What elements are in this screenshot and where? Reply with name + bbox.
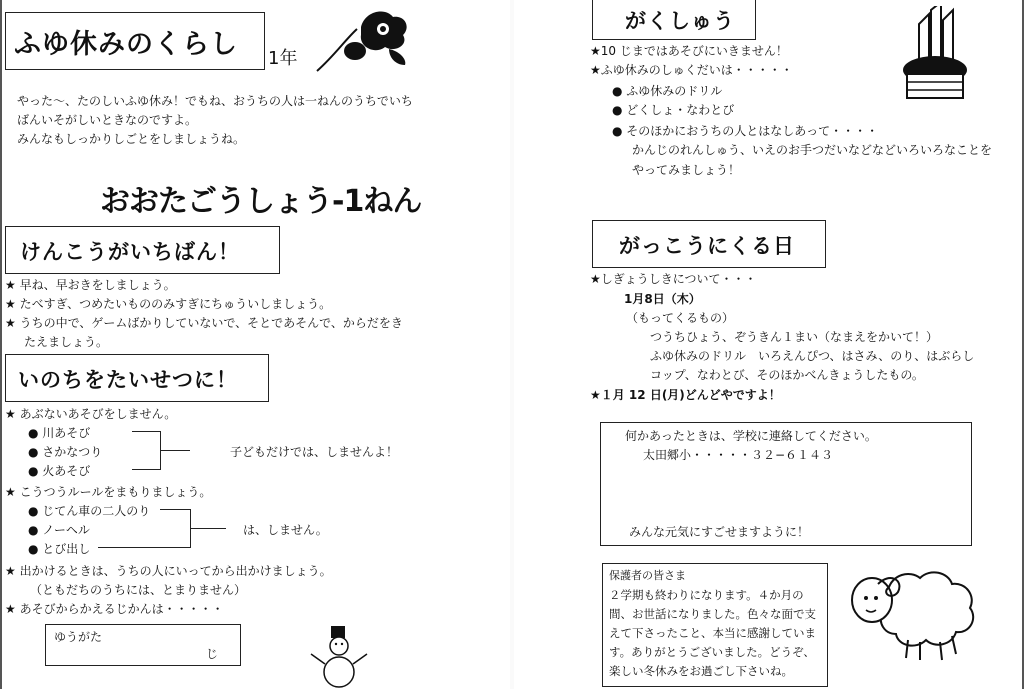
contact-box: [600, 422, 972, 546]
school-day-item-1: ★しぎょうしきについて・・・: [590, 272, 757, 286]
school-heading: おおたごうしょう-1ねん: [100, 184, 422, 219]
health-item-2: ★ たべすぎ、つめたいもののみすぎにちゅういしましょう。: [5, 297, 332, 311]
right-page: [512, 0, 1024, 689]
page-title: ふゆ休みのくらし: [14, 29, 238, 60]
camellia-flower-icon: [315, 5, 415, 75]
homework-item-3: ● そのほかにおうちの人とはなしあって・・・・: [612, 124, 879, 138]
traffic-note: は、しません。: [243, 523, 328, 537]
danger-item-2: ● さかなつり: [28, 445, 103, 459]
parents-greeting: 保護者の皆さま: [609, 569, 686, 582]
study-item-2: ★ふゆ休みのしゅくだいは・・・・・: [590, 63, 793, 77]
life-item-3-sub: （ともだちのうちには、とまりません）: [30, 583, 247, 597]
return-time-suffix: じ: [206, 647, 219, 661]
health-item-1: ★ 早ね、早おきをしましょう。: [5, 278, 176, 292]
kadomatsu-icon: [897, 6, 973, 102]
life-item-3: ★ 出かけるときは、うちの人にいってから出かけましょう。: [5, 564, 332, 578]
intro-line-2: ばんいそがしいときなのですよ。: [17, 113, 198, 127]
study-heading-box: [592, 0, 756, 40]
return-time-label: ゆうがた: [54, 630, 103, 644]
homework-item-2: ● どくしょ・なわとび: [612, 103, 735, 117]
danger-item-1: ● 川あそび: [28, 426, 91, 440]
traffic-item-2: ● ノーヘル: [28, 523, 90, 537]
parents-line-3: えて下さったこと、本当に感謝していま: [609, 626, 816, 640]
parents-line-4: す。ありがとうございました。どうぞ、: [609, 645, 815, 659]
bracket-line: [132, 431, 160, 432]
return-time-box: [45, 624, 241, 666]
contact-line-1: 何かあったときは、学校に連絡してください。: [625, 429, 877, 443]
contact-line-3: みんな元気にすごせますように！: [629, 525, 810, 539]
study-heading: がくしゅう: [625, 9, 735, 33]
homework-cont-2: やってみましょう！: [632, 163, 741, 177]
school-day-date: 1月8日（木）: [624, 292, 701, 306]
homework-item-1: ● ふゆ休みのドリル: [612, 84, 723, 98]
bring-label: （もってくるもの）: [626, 311, 735, 325]
grade-label: 1年: [268, 48, 298, 69]
traffic-item-3: ● とび出し: [28, 542, 91, 556]
bring-line-3: コップ、なわとび、そのほかべんきょうしたもの。: [650, 368, 924, 382]
life-item-1: ★ あぶないあそびをしません。: [5, 407, 177, 421]
parents-message-box: [602, 563, 828, 687]
intro-line-3: みんなもしっかりしごとをしましょうね。: [17, 132, 246, 146]
bracket-line: [160, 450, 190, 451]
danger-note: 子どもだけでは、しませんよ！: [230, 445, 399, 459]
health-heading-box: [5, 226, 280, 274]
bracket-line: [98, 547, 190, 548]
sheep-icon: [844, 560, 984, 664]
parents-line-2: 間、お世話になりました。色々な面で支: [609, 607, 816, 621]
danger-item-3: ● 火あそび: [28, 464, 91, 478]
dondoya-notice: ★１月 12 日(月)どんどやですよ！: [590, 388, 781, 402]
bracket-line: [132, 469, 160, 470]
bracket-line: [160, 509, 190, 510]
bracket-line: [190, 528, 226, 529]
bring-line-1: つうちひょう、ぞうきん１まい（なまえをかいて！）: [650, 330, 939, 344]
parents-line-1: ２学期も終わりになります。４か月の: [609, 588, 804, 602]
school-day-heading: がっこうにくる日: [619, 234, 795, 258]
life-heading: いのちをたいせつに！: [18, 368, 238, 392]
school-day-heading-box: [592, 220, 826, 268]
title-box: [5, 12, 265, 70]
life-item-2: ★ こうつうルールをまもりましょう。: [5, 485, 212, 499]
study-item-1: ★10 じまではあそびにいきません！: [590, 44, 788, 58]
parents-line-5: 楽しい冬休みをお過ごし下さいね。: [609, 664, 793, 678]
health-heading: けんこうがいちばん！: [20, 240, 240, 264]
intro-line-1: やった〜、たのしいふゆ休み！でもね、おうちの人は一ねんのうちでいち: [17, 94, 413, 108]
homework-cont-1: かんじのれんしゅう、いえのお手つだいなどなどいろいろなことを: [632, 143, 993, 157]
health-item-3: ★ うちの中で、ゲームばかりしていないで、そとであそんで、からだをき: [5, 316, 403, 330]
health-item-3-cont: たえましょう。: [24, 335, 109, 349]
traffic-item-1: ● じてん車の二人のり: [28, 504, 151, 518]
snowman-icon: [305, 622, 375, 688]
life-item-4: ★ あそびからかえるじかんは・・・・・: [5, 602, 224, 616]
life-heading-box: [5, 354, 269, 402]
contact-line-2: 太田郷小・・・・・３２−６１４３: [643, 448, 834, 462]
bring-line-2: ふゆ休みのドリル いろえんぴつ、はさみ、のり、はぶらし: [650, 349, 975, 363]
